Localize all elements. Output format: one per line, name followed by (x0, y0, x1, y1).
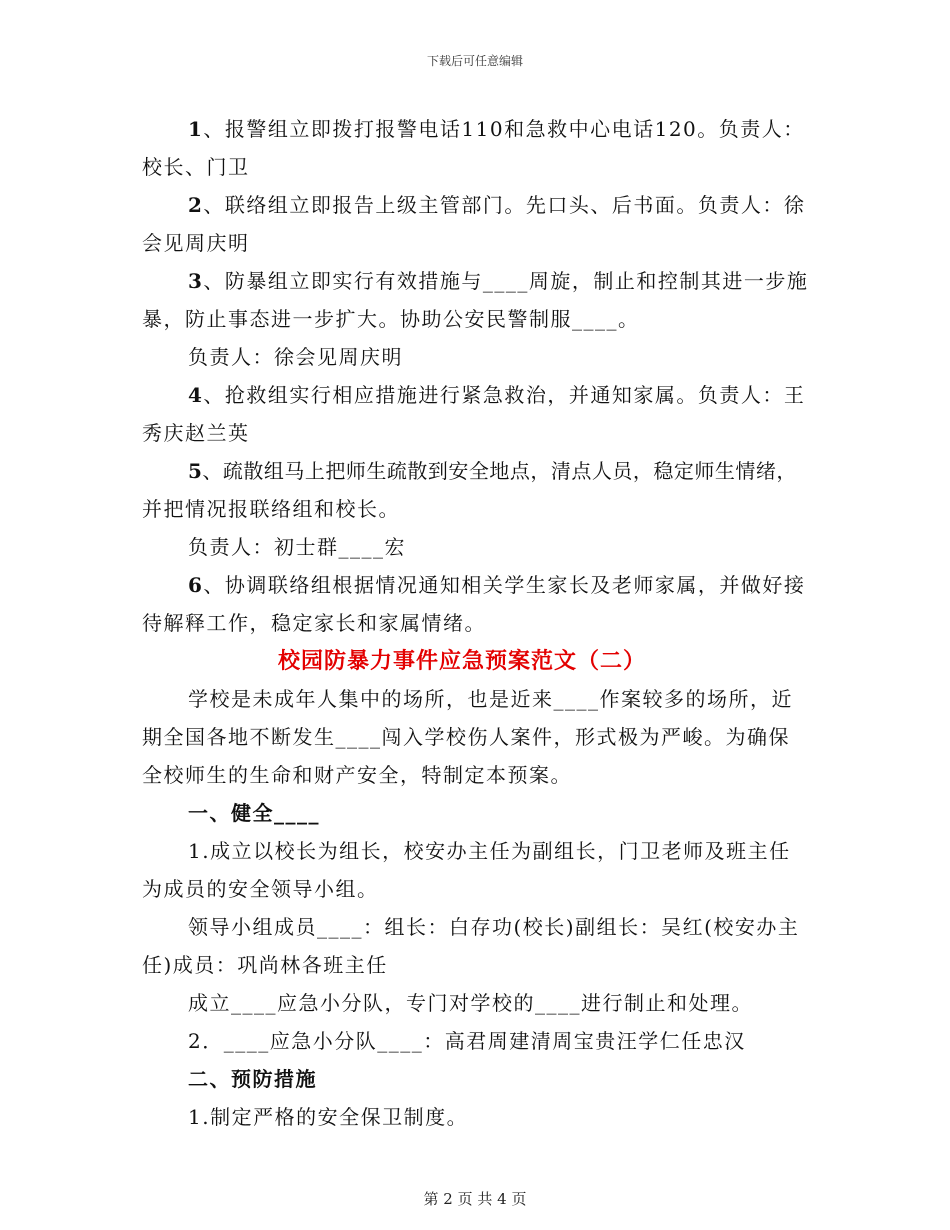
heading-2: 二、预防措施 (188, 1067, 317, 1091)
page-footer: 第 2 页 共 4 页 (423, 1190, 527, 1208)
list-item-5-line1: 5、疏散组马上把师生疏散到安全地点，清点人员，稳定师生情绪， (188, 459, 797, 483)
h1-para4: 2．____应急小分队____：高君周建清周宝贵汪学仁任忠汉 (188, 1029, 746, 1053)
list-item-1-line2: 校长、门卫 (142, 155, 250, 179)
h1-para2-line1: 领导小组成员____：组长：白存功(校长)副组长：吴红(校安办主 (188, 915, 800, 939)
h1-para3: 成立____应急小分队，专门对学校的____进行制止和处理。 (188, 991, 753, 1015)
h2-para1: 1.制定严格的安全保卫制度。 (188, 1105, 469, 1129)
page-header: 下载后可任意编辑 (426, 54, 523, 68)
list-item-1-line1: 1、报警组立即拨打报警电话110和急救中心电话120。负责人： (188, 117, 805, 141)
intro-line2: 期全国各地不断发生____闯入学校伤人案件，形式极为严峻。为确保 (142, 725, 790, 749)
heading-1: 一、健全____ (188, 801, 320, 825)
list-item-5-line2: 并把情况报联络组和校长。 (142, 497, 400, 521)
list-item-3-line1: 3、防暴组立即实行有效措施与____周旋，制止和控制其进一步施 (188, 269, 809, 293)
document-body (142, 110, 822, 1136)
list-item-3-line2: 暴，防止事态进一步扩大。协助公安民警制服____。 (142, 307, 640, 331)
section-title: 校园防暴力事件应急预案范文（二） (277, 648, 646, 674)
list-item-6-line2: 待解释工作，稳定家长和家属情绪。 (142, 611, 486, 635)
h1-para1-line2: 为成员的安全领导小组。 (142, 877, 379, 901)
h1-para1-line1: 1.成立以校长为组长，校安办主任为副组长，门卫老师及班主任 (188, 839, 791, 863)
list-item-4-line1: 4、抢救组实行相应措施进行紧急救治，并通知家属。负责人：王 (188, 383, 806, 407)
list-item-3-line3: 负责人：徐会见周庆明 (188, 345, 403, 369)
intro-line3: 全校师生的生命和财产安全，特制定本预案。 (142, 763, 572, 787)
intro-line1: 学校是未成年人集中的场所，也是近来____作案较多的场所，近 (188, 687, 793, 711)
list-item-5-line3: 负责人：初士群____宏 (188, 535, 406, 559)
list-item-2-line2: 会见周庆明 (142, 231, 250, 255)
list-item-6-line1: 6、协调联络组根据情况通知相关学生家长及老师家属，并做好接 (188, 573, 806, 597)
h1-para2-line2: 任)成员：巩尚林各班主任 (142, 953, 388, 977)
list-item-2-line1: 2、联络组立即报告上级主管部门。先口头、后书面。负责人：徐 (188, 193, 806, 217)
list-item-4-line2: 秀庆赵兰英 (142, 421, 250, 445)
